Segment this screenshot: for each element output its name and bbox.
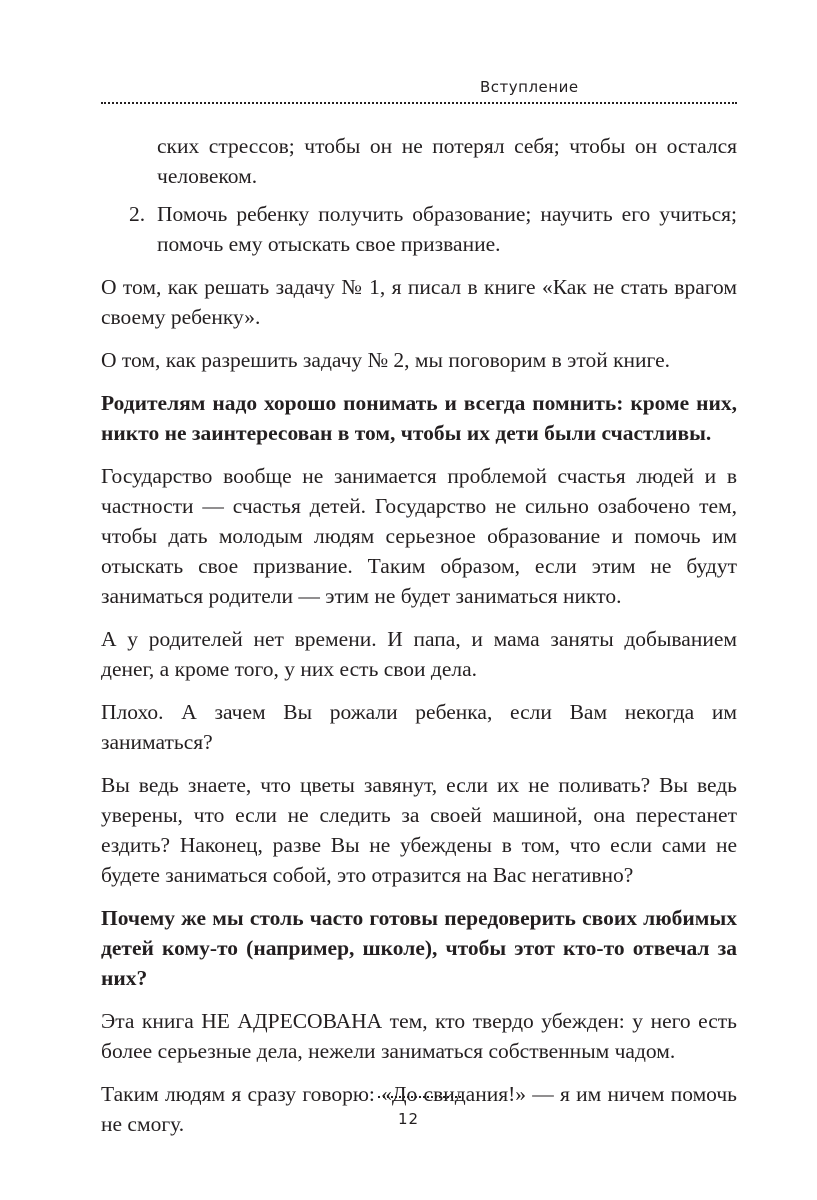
- paragraph: Таким людям я сразу говорю: «До свидания!» — я им ничем помочь не смогу.: [101, 1082, 737, 1136]
- bold-paragraph: Почему же мы столь часто готовы передоверить своих любимых детей кому-то (например, школе), чтобы этот кто-то отвечал за них?: [101, 906, 737, 990]
- paragraph: Плохо. А зачем Вы рожали ребенка, если Вам некогда им заниматься?: [101, 700, 737, 754]
- page-number: 12: [397, 1110, 420, 1128]
- numbered-list: [101, 131, 737, 259]
- header-dotted-rule: [101, 102, 737, 104]
- list-item-text: ских стрессов; чтобы он не потерял себя; чтобы он остался человеком.: [157, 134, 737, 188]
- paragraph: Государство вообще не занимается проблемой счастья людей и в частности — счастья детей. Государство не сильно озабочено тем, чтобы дать молодым людям серьезное образование и помочь им отыскать свое призвание. Таким образом, если этим не будут заниматься родители — этим не будет заниматься никто.: [101, 464, 737, 608]
- paragraph: Эта книга НЕ АДРЕСОВАНА тем, кто твердо убежден: у него есть более серьезные дела, нежели заниматься собственным чадом.: [101, 1009, 737, 1063]
- paragraph: О том, как решать задачу № 1, я писал в книге «Как не стать врагом своему ребенку».: [101, 275, 737, 329]
- page-body: [101, 131, 737, 1152]
- list-item-text: Помочь ребенку получить образование; научить его учиться; помочь ему отыскать свое призвание.: [157, 202, 737, 256]
- list-item: [101, 131, 737, 191]
- list-item-number: 2.: [129, 202, 146, 226]
- bold-paragraph: Родителям надо хорошо понимать и всегда помнить: кроме них, никто не заинтересован в том, чтобы их дети были счастливы.: [101, 391, 737, 445]
- list-item: [101, 199, 737, 259]
- paragraph: А у родителей нет времени. И папа, и мама заняты добыванием денег, а кроме того, у них есть свои дела.: [101, 627, 737, 681]
- paragraph: Вы ведь знаете, что цветы завянут, если их не поливать? Вы ведь уверены, что если не следить за своей машиной, она перестанет ездить? Наконец, разве Вы не убеждены в том, что если сами не будете заниматься собой, это отразится на Вас негативно?: [101, 773, 737, 887]
- paragraph: О том, как разрешить задачу № 2, мы поговорим в этой книге.: [101, 348, 671, 372]
- running-header: Вступление: [480, 78, 579, 96]
- footer-dotted-rule: [378, 1096, 461, 1098]
